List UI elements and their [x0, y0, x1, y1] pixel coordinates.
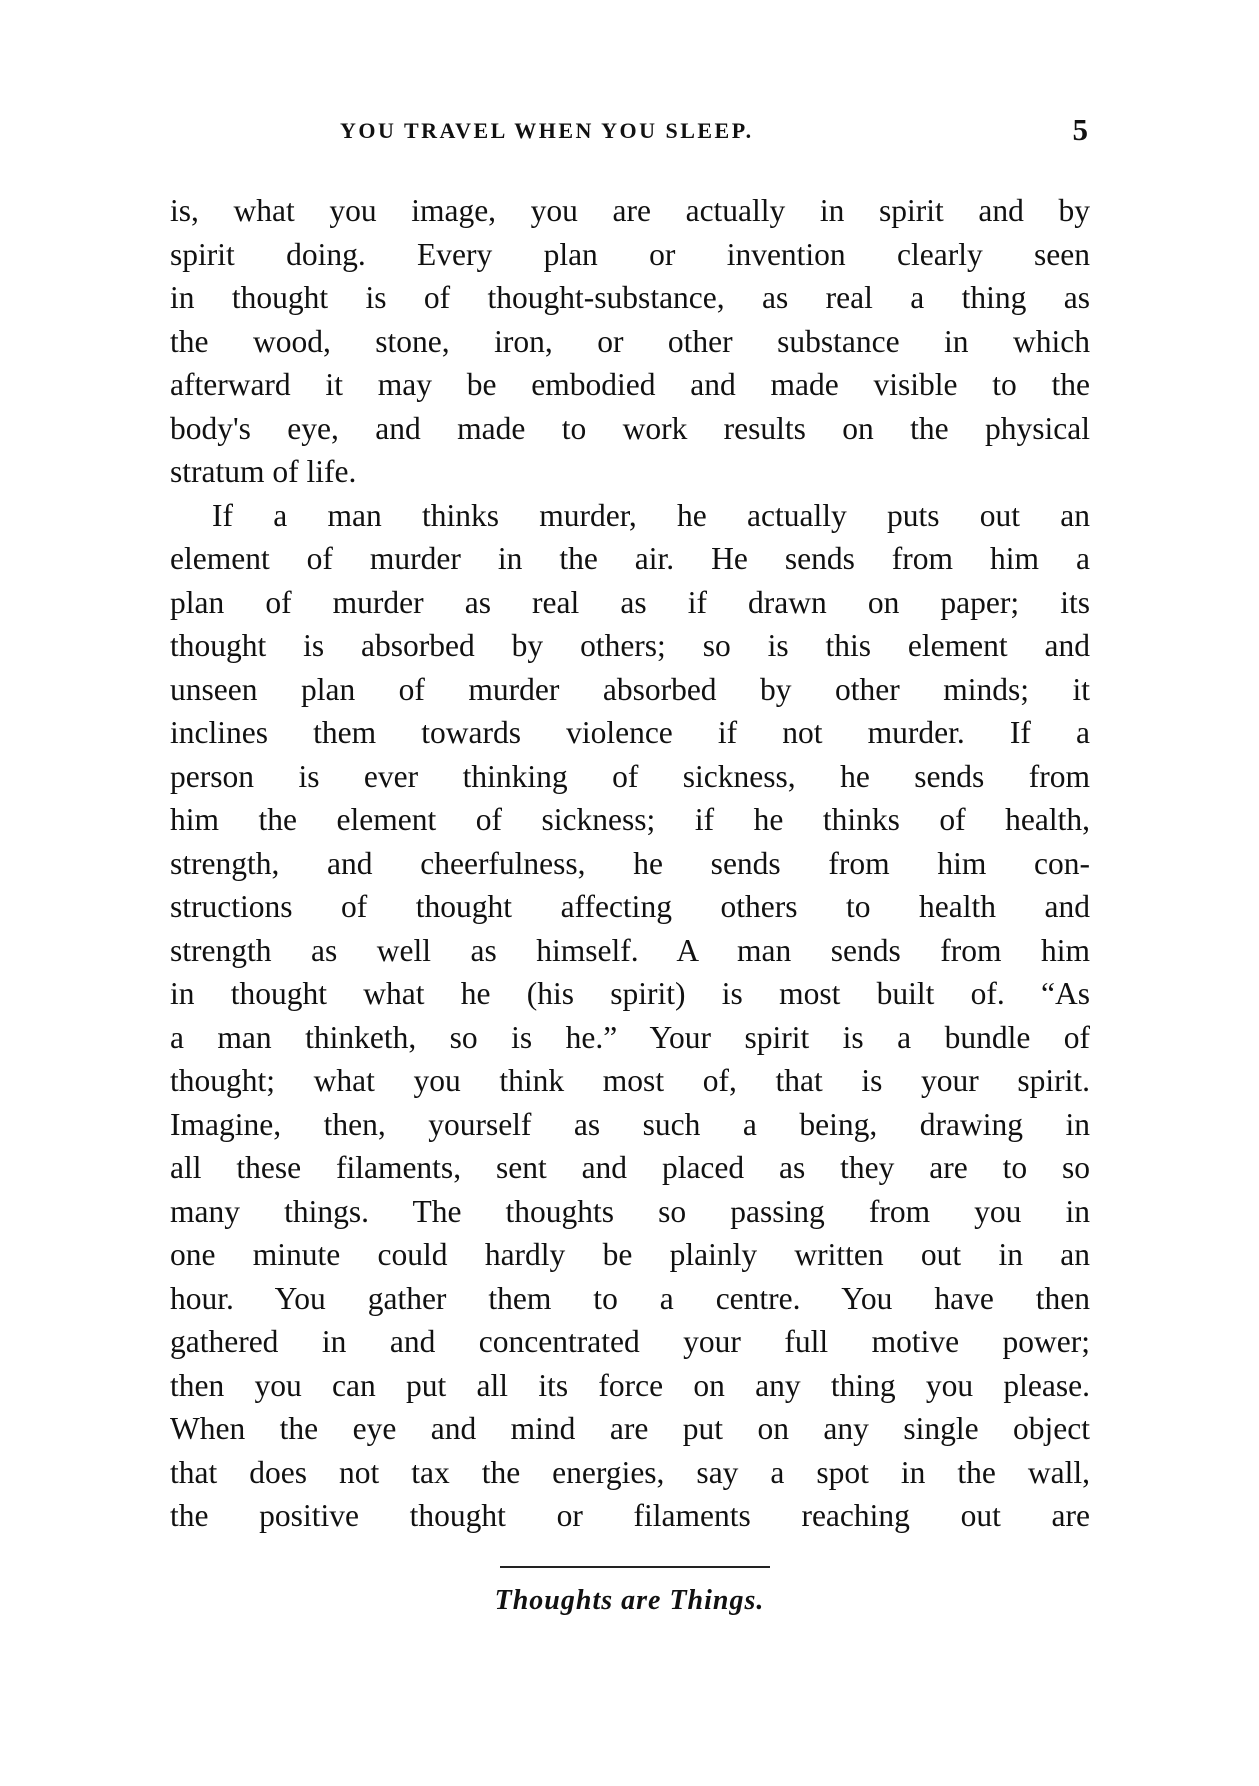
running-head	[170, 112, 1094, 152]
text-line: one minute could hardly be plainly written out in an	[170, 1237, 1090, 1272]
text-line: is, what you image, you are actually in spirit and by	[170, 193, 1090, 228]
page-number: 5	[1072, 112, 1088, 147]
text-line: thought is absorbed by others; so is this element and	[170, 628, 1090, 663]
text-line: gathered in and concentrated your full motive power;	[170, 1324, 1090, 1359]
text-line: structions of thought affecting others to health and	[170, 889, 1090, 924]
text-line: thought; what you think most of, that is your spirit.	[170, 1063, 1090, 1098]
text-line: inclines them towards violence if not murder. If a	[170, 715, 1090, 750]
text-line: all these filaments, sent and placed as they are to so	[170, 1150, 1090, 1185]
text-line: Imagine, then, yourself as such a being, drawing in	[170, 1106, 1090, 1142]
text-line: plan of murder as real as if drawn on paper; its	[170, 584, 1090, 620]
text-line: When the eye and mind are put on any single object	[170, 1411, 1090, 1446]
text-line: in thought is of thought-substance, as real a thing as	[170, 280, 1090, 315]
text-line: the positive thought or filaments reaching out are	[170, 1498, 1090, 1533]
text-line: in thought what he (his spirit) is most built of. “As	[170, 976, 1090, 1011]
text-line: then you can put all its force on any thing you please.	[170, 1367, 1090, 1403]
text-line: unseen plan of murder absorbed by other minds; it	[170, 671, 1090, 707]
text-line: hour. You gather them to a centre. You have then	[170, 1280, 1090, 1316]
text-line: person is ever thinking of sickness, he sends from	[170, 758, 1090, 794]
text-line: strength as well as himself. A man sends from him	[170, 932, 1090, 968]
text-line: spirit doing. Every plan or invention clearly seen	[170, 236, 1090, 272]
running-title: YOU TRAVEL WHEN YOU SLEEP.	[340, 118, 754, 143]
footer-note: Thoughts are Things.	[494, 1585, 765, 1616]
text-line: the wood, stone, iron, or other substance in which	[170, 323, 1090, 359]
paragraph-end-line: stratum of life.	[170, 454, 357, 489]
body-text	[170, 189, 1090, 1538]
text-line: afterward it may be embodied and made visible to the	[170, 367, 1090, 402]
text-line: body's eye, and made to work results on the physical	[170, 410, 1090, 446]
text-line: a man thinketh, so is he.” Your spirit is a bundle of	[170, 1019, 1090, 1055]
footer-rule	[500, 1566, 770, 1568]
text-line: many things. The thoughts so passing from you in	[170, 1193, 1090, 1229]
paragraph-start-line: If a man thinks murder, he actually puts out an	[212, 497, 1090, 533]
text-line: him the element of sickness; if he thinks of health,	[170, 802, 1090, 837]
text-line: strength, and cheerfulness, he sends from him con-	[170, 845, 1090, 881]
text-line: that does not tax the energies, say a spot in the wall,	[170, 1454, 1090, 1490]
text-line: element of murder in the air. He sends from him a	[170, 541, 1090, 576]
